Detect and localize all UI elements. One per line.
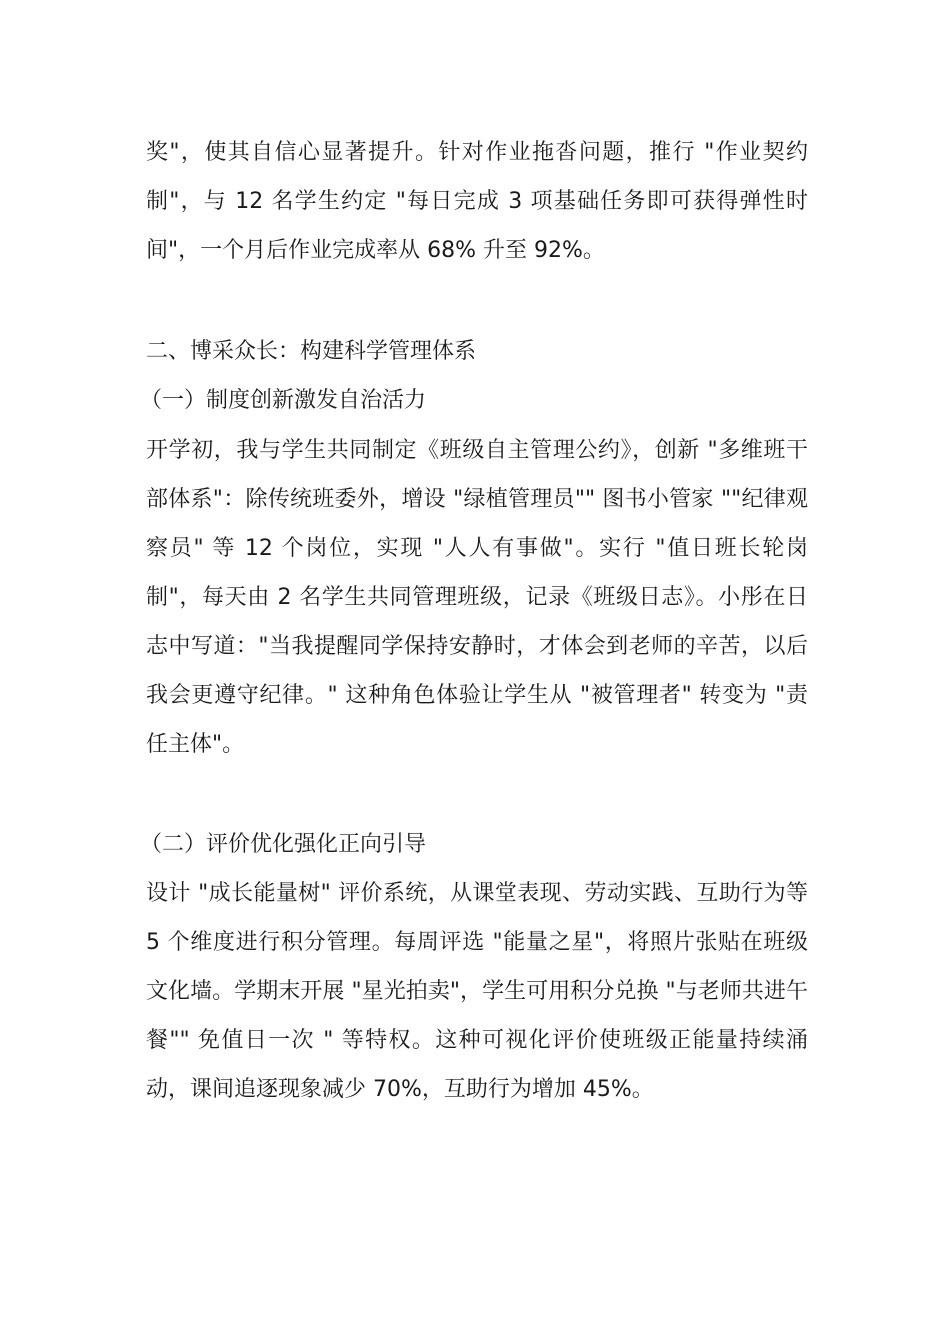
subsection-title-system-innovation: （一）制度创新激发自治活力	[140, 388, 427, 413]
paragraph-growth-energy-tree: 设计 "成长能量树" 评价系统，从课堂表现、劳动实践、互助行为等 5 个维度进行积分管理。每周评选 "能量之星"，将照片张贴在班级文化墙。学期末开展 "星光拍卖"，学生可用积分兑换 "与老师共进午餐"" 免值日一次 " 等特权。这种可视化评价使班级正能量持续涌动，课间追逐现象减少 70%，互助行为增加 45%。	[146, 881, 808, 1102]
subsection-title-evaluation-optimization: （二）评价优化强化正向引导	[140, 832, 427, 857]
paragraph-class-cadre-system: 开学初，我与学生共同制定《班级自主管理公约》，创新 "多维班干部体系"：除传统班委外，增设 "绿植管理员"" 图书小管家 ""纪律观察员" 等 12 个岗位，实现 "人人有事做"。实行 "值日班长轮岗制"，每天由 2 名学生共同管理班级，记录《班级日志》。小彤在日志中写道："当我提醒同学保持安静时，才体会到老师的辛苦，以后我会更遵守纪律。" 这种角色体验让学生从 "被管理者" 转变为 "责任主体"。	[146, 438, 808, 757]
section-title-management-system: 二、博采众长：构建科学管理体系	[146, 339, 477, 364]
paragraph-homework-contract: 奖"，使其自信心显著提升。针对作业拖沓问题，推行 "作业契约制"，与 12 名学生约定 "每日完成 3 项基础任务即可获得弹性时间"，一个月后作业完成率从 68% 升至 92%。	[146, 140, 808, 263]
